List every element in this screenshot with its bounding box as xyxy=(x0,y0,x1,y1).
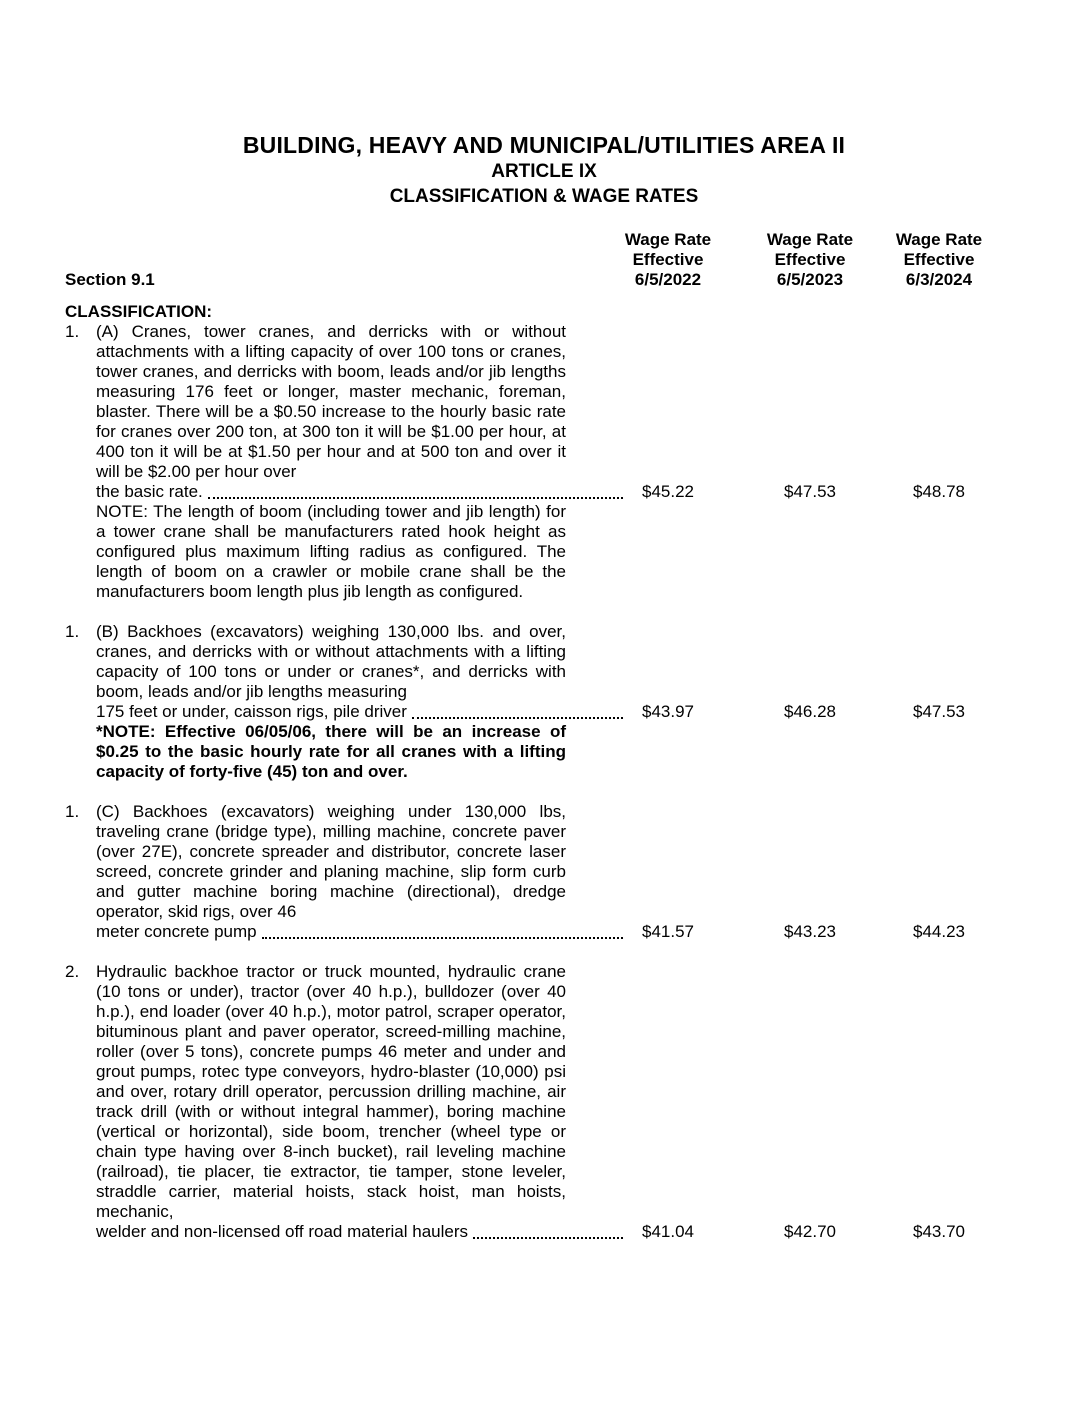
leader-text: the basic rate. xyxy=(96,482,203,501)
wage-col-date: 6/5/2023 xyxy=(776,270,844,289)
rate-value-2023: $43.23 xyxy=(784,922,836,941)
item-description: (B) Backhoes (excavators) weighing 130,000 lbs. and over, cranes, and derricks with or without attachments with a lifting capacity of 100 tons or under or cranes*, and derricks with boom, leads and/or jib lengths measuring xyxy=(96,622,566,701)
wage-col-line1: Wage Rate xyxy=(624,230,712,249)
section-label: Section 9.1 xyxy=(65,270,155,289)
dot-leader xyxy=(262,937,623,939)
item-body xyxy=(96,322,985,602)
wage-col-header-2023 xyxy=(764,230,856,290)
wage-col-date: 6/3/2024 xyxy=(905,270,973,289)
rate-leader-line xyxy=(96,922,985,942)
item-note: NOTE: The length of boom (including tower and jib length) for a tower crane shall be manufacturers rated hook height as configured plus maximum lifting radius as configured. The length of boom on a crawler or mobile crane shall be the manufacturers boom length plus jib length as configured. xyxy=(96,502,566,601)
leader-text: 175 feet or under, caisson rigs, pile driver xyxy=(96,702,407,721)
classification-item-1b xyxy=(65,622,985,782)
wage-col-line1: Wage Rate xyxy=(766,230,854,249)
rate-value-2022: $45.22 xyxy=(642,482,694,501)
rate-value-2023: $47.53 xyxy=(784,482,836,501)
item-number: 1. xyxy=(65,802,80,821)
wage-col-line2: Effective xyxy=(774,250,846,269)
section-subtitle: CLASSIFICATION & WAGE RATES xyxy=(389,186,699,207)
rate-value-2023: $46.28 xyxy=(784,702,836,721)
item-bold-note: *NOTE: Effective 06/05/06, there will be an increase of $0.25 to the basic hourly rate for all cranes with a lifting capacity of forty-five (45) ton and over. xyxy=(96,722,566,781)
item-description: (C) Backhoes (excavators) weighing under 130,000 lbs, traveling crane (bridge type), milling machine, concrete paver (over 27E), concrete spreader and distributor, concrete laser screed, concrete grinder and planing machine, slip form curb and gutter machine boring machine (directional), dredge operator, skid rigs, over 46 xyxy=(96,802,566,921)
wage-col-line1: Wage Rate xyxy=(895,230,983,249)
item-description: Hydraulic backhoe tractor or truck mounted, hydraulic crane (10 tons or under), tractor (over 40 h.p.), bulldozer (over 40 h.p.), end loader (over 40 h.p.), motor patrol, scraper operator, bituminous plant and paver operator, screed-milling machine, roller (over 5 tons), concrete pumps 46 meter and under and grout pumps, rotec type conveyors, hydro-blaster (10,000) psi and over, rotary drill operator, percussion drilling machine, air track drill (with or without integral hammer), boring machine (vertical or horizontal), side boom, trencher (wheel type or chain type having over 8-inch bucket), rail leveling machine (railroad), tie placer, tie extractor, tie tamper, stone leveler, straddle carrier, material hoists, stack hoist, man hoists, mechanic, xyxy=(96,962,566,1221)
wage-col-header-2024 xyxy=(893,230,985,290)
item-description: (A) Cranes, tower cranes, and derricks with or without attachments with a lifting capacity of over 100 tons or cranes, tower cranes, and derricks with boom, leads and/or jib lengths measuring 176 feet or longer, master mechanic, foreman, blaster. There will be a $0.50 increase to the hourly basic rate for cranes over 200 ton, at 300 ton it will be $1.00 per hour, at 400 ton it will be at $1.50 per hour and at 500 ton and over it will be $2.00 per hour over xyxy=(96,322,566,481)
wage-col-header-2022 xyxy=(623,230,713,290)
rate-value-2022: $41.04 xyxy=(642,1222,694,1241)
wage-col-line2: Effective xyxy=(903,250,975,269)
dot-leader xyxy=(473,1237,623,1239)
page-title: BUILDING, HEAVY AND MUNICIPAL/UTILITIES AREA II xyxy=(242,132,846,158)
wage-col-line2: Effective xyxy=(632,250,704,269)
classification-item-1c xyxy=(65,802,985,942)
item-body xyxy=(96,962,985,1242)
item-number: 2. xyxy=(65,962,80,981)
classification-heading: CLASSIFICATION: xyxy=(65,302,213,321)
item-number: 1. xyxy=(65,622,80,641)
rate-leader-line xyxy=(96,482,985,502)
item-body xyxy=(96,622,985,782)
leader-text: meter concrete pump xyxy=(96,922,257,941)
wage-rate-header-row xyxy=(65,230,985,290)
document-title-block xyxy=(0,131,1088,209)
rate-value-2024: $43.70 xyxy=(913,1222,965,1241)
rate-leader-line xyxy=(96,1222,985,1242)
dot-leader xyxy=(412,717,623,719)
rate-value-2022: $41.57 xyxy=(642,922,694,941)
dot-leader xyxy=(208,497,623,499)
rate-value-2023: $42.70 xyxy=(784,1222,836,1241)
rate-value-2024: $48.78 xyxy=(913,482,965,501)
rate-value-2022: $43.97 xyxy=(642,702,694,721)
leader-text: welder and non-licensed off road material haulers xyxy=(96,1222,469,1241)
rate-value-2024: $47.53 xyxy=(913,702,965,721)
classification-item-1a xyxy=(65,322,985,602)
article-title: ARTICLE IX xyxy=(491,161,597,182)
wage-col-date: 6/5/2022 xyxy=(634,270,702,289)
rate-value-2024: $44.23 xyxy=(913,922,965,941)
rate-leader-line xyxy=(96,702,985,722)
item-number: 1. xyxy=(65,322,80,341)
classification-item-2 xyxy=(65,962,985,1242)
item-body xyxy=(96,802,985,942)
document-content xyxy=(65,230,985,1242)
